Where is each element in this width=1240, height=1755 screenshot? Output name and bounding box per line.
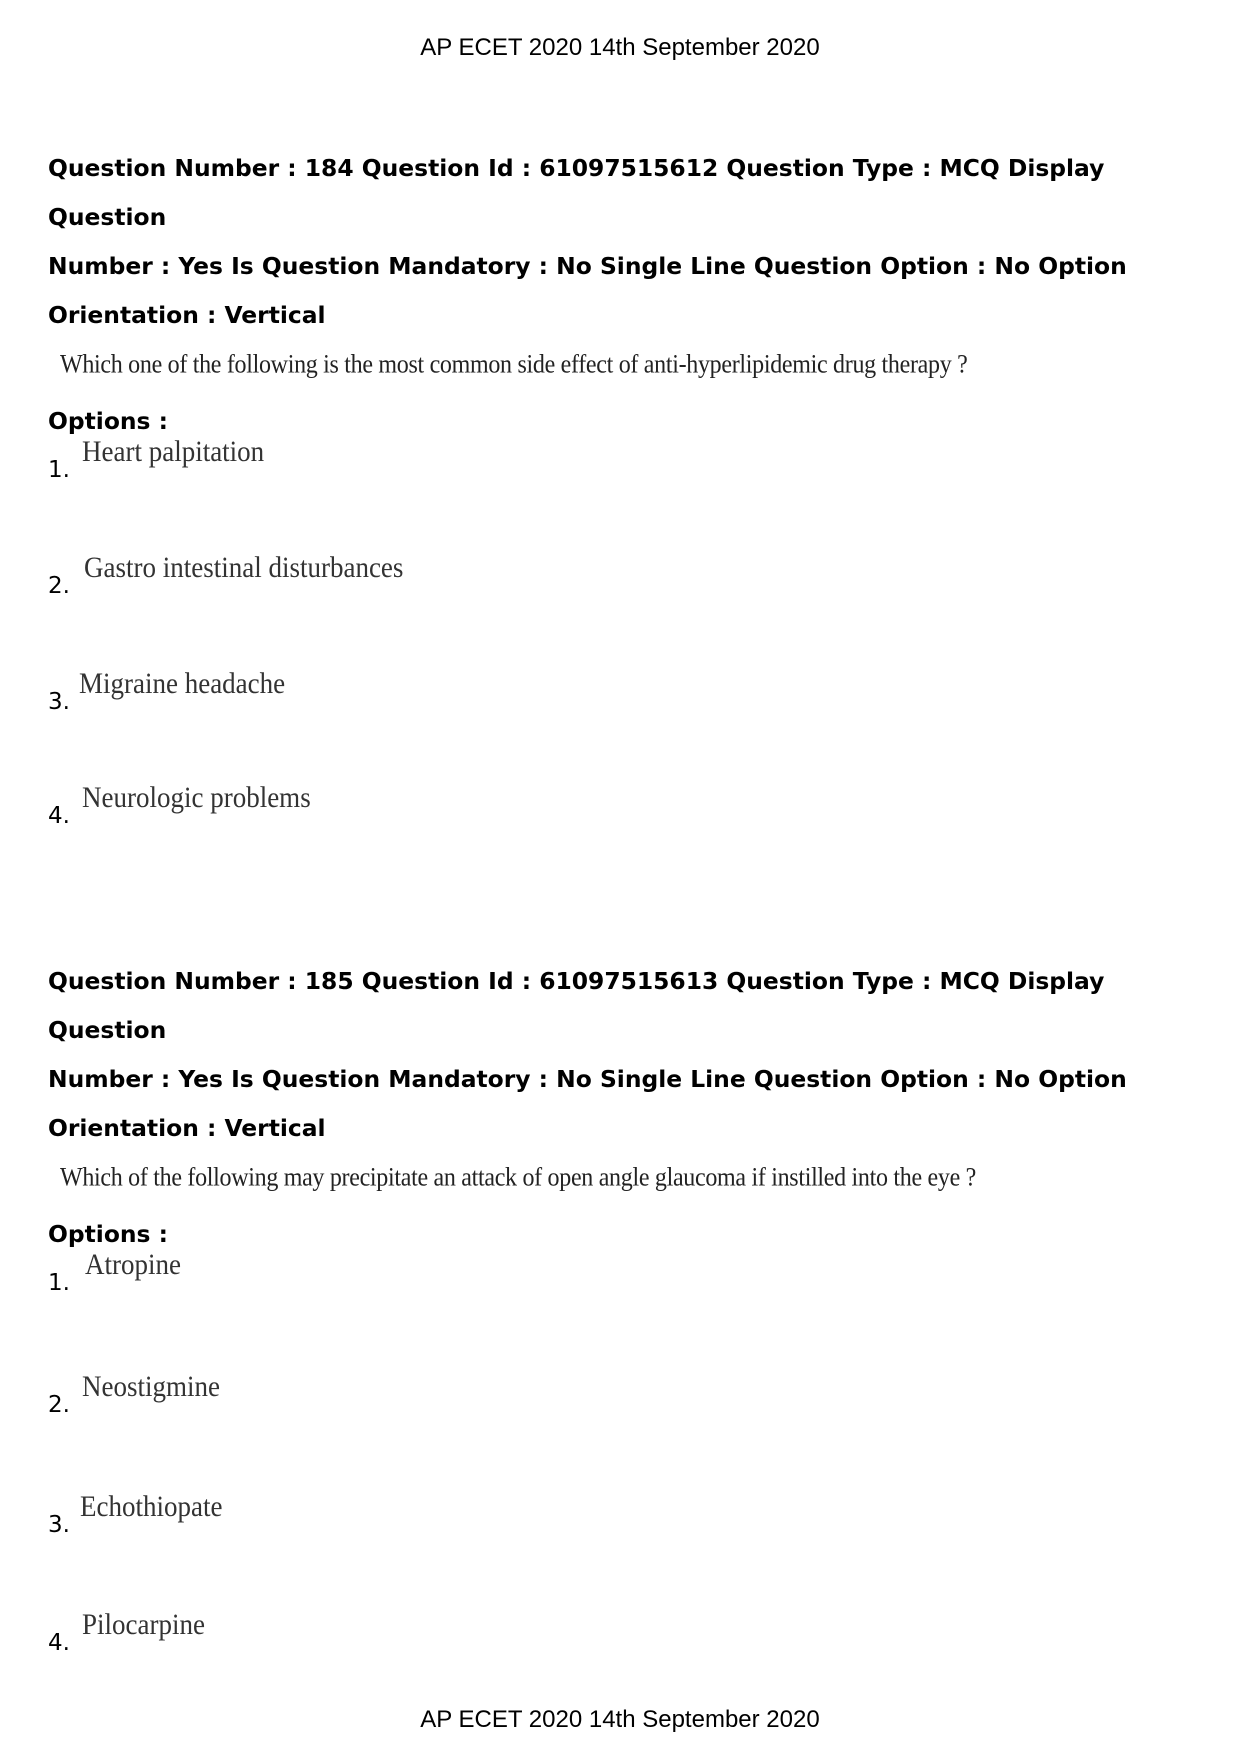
option-number: 2. — [48, 1392, 70, 1418]
question-text: Which one of the following is the most common side effect of anti-hyperlipidemic drug therapy ? — [60, 350, 968, 380]
option-number: 2. — [48, 573, 70, 599]
option-item — [48, 1370, 1208, 1492]
option-number: 1. — [48, 1270, 70, 1296]
option-number: 3. — [48, 689, 70, 715]
question-meta-line: Number : Yes Is Question Mandatory : No Single Line Question Option : No Option — [48, 252, 1127, 280]
option-number: 1. — [48, 457, 70, 483]
question-meta — [48, 144, 1208, 340]
option-text: Neostigmine — [82, 1370, 220, 1403]
question-meta-line: Orientation : Vertical — [48, 1114, 326, 1142]
question-meta-line: Number : Yes Is Question Mandatory : No Single Line Question Option : No Option — [48, 1065, 1127, 1093]
question-text: Which of the following may precipitate an attack of open angle glaucoma if instilled into the eye ? — [60, 1163, 976, 1193]
option-text: Echothiopate — [80, 1490, 223, 1523]
option-item — [48, 1248, 1208, 1370]
question-meta-line: Question Number : 184 Question Id : 61097515612 Question Type : MCQ Display Question — [48, 154, 1105, 231]
option-item — [48, 667, 1208, 791]
question-meta-line: Orientation : Vertical — [48, 301, 326, 329]
question-block — [48, 957, 1208, 1728]
options-label: Options : — [48, 407, 168, 435]
option-item — [48, 1492, 1208, 1612]
page-header: AP ECET 2020 14th September 2020 — [420, 34, 820, 61]
option-text: Gastro intestinal disturbances — [84, 551, 404, 584]
option-text: Heart palpitation — [82, 435, 265, 468]
option-text: Neurologic problems — [82, 781, 311, 814]
question-meta-line: Question Number : 185 Question Id : 61097515613 Question Type : MCQ Display Question — [48, 967, 1105, 1044]
question-meta — [48, 957, 1208, 1153]
option-item — [48, 551, 1208, 675]
option-item — [48, 435, 1208, 551]
option-item — [48, 781, 1208, 907]
option-text: Atropine — [85, 1248, 181, 1281]
option-number: 4. — [48, 803, 70, 829]
option-number: 3. — [48, 1512, 70, 1538]
option-text: Migraine headache — [79, 667, 286, 700]
option-number: 4. — [48, 1630, 70, 1656]
question-block — [48, 144, 1208, 907]
page-footer: AP ECET 2020 14th September 2020 — [420, 1706, 820, 1733]
option-text: Pilocarpine — [82, 1608, 205, 1641]
options-label: Options : — [48, 1220, 168, 1248]
